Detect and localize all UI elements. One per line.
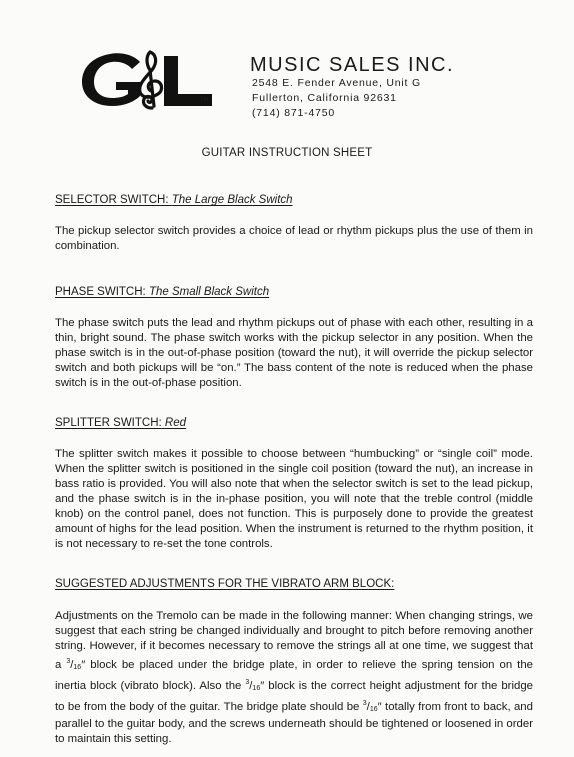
section-body-splitter-switch: The splitter switch makes it possible to choose between “humbucking” or “single coil” mode. When the splitter switch is positioned in the single coil position (toward the nut), an increase in bass ratio is provided. You will also note that when the selector switch is set to the lead pickup, and the phase switch is in the in-phase position, you will note that the treble control (middle knob) on the control panel, does not function. This is purposely done to provide the greatest amount of highs for the lead position. When the instrument is returned to the rhythm position, it is not necessary to re-set the tone controls. — [55, 448, 533, 550]
trademark-mark: TM — [200, 97, 209, 103]
address-street: 2548 E. Fender Avenue, Unit G — [252, 77, 421, 89]
section-heading-vibrato-adjustments: SUGGESTED ADJUSTMENTS FOR THE VIBRATO ARM BLOCK: — [55, 578, 395, 590]
section-body-vibrato-adjustments: Adjustments on the Tremolo can be made in the following manner: When changing strings, we suggest that each string be changed individually and brought to pitch before removing another string. However, if it becomes necessary to remove the strings all at one time, we suggest that a $^3/_{16}''$ block be placed under the bridge plate, in order to relieve the spring tension on the inertia block (vibrato block). Also the $^3/_{16}''$ block is the correct height adjustment for the bridge to be from the body of the guitar. The bridge plate should be $^3/_{16}''$ totally from front to back, and parallel to the guitar body, and the screws underneath should be tightened or loosened in order to maintain this setting. — [55, 610, 534, 745]
company-name: MUSIC SALES INC. — [250, 54, 455, 76]
section-heading-selector-switch: SELECTOR SWITCH: The Large Black Switch — [55, 194, 293, 206]
section-heading-phase-switch: PHASE SWITCH: The Small Black Switch — [55, 286, 270, 298]
address-city: Fullerton, California 92631 — [252, 92, 397, 104]
section-body-selector-switch: The pickup selector switch provides a choice of lead or rhythm pickups plus the use of them in combination. — [55, 225, 533, 252]
page-title: GUITAR INSTRUCTION SHEET — [201, 147, 373, 159]
section-body-phase-switch: The phase switch puts the lead and rhythm pickups out of phase with each other, resulting in a thin, bright sound. The phase switch works with the pickup selector in any position. When the phase switch is in the out-of-phase position (toward the nut), it will override the pickup selector switch and both pickups will be “on.” The bass content of the note is reduced when the phase switch is in the out-of-phase position. — [55, 317, 533, 389]
gl-logo — [78, 48, 218, 110]
section-heading-splitter-switch: SPLITTER SWITCH: Red — [55, 417, 187, 429]
phone-number: (714) 871-4750 — [252, 107, 336, 119]
